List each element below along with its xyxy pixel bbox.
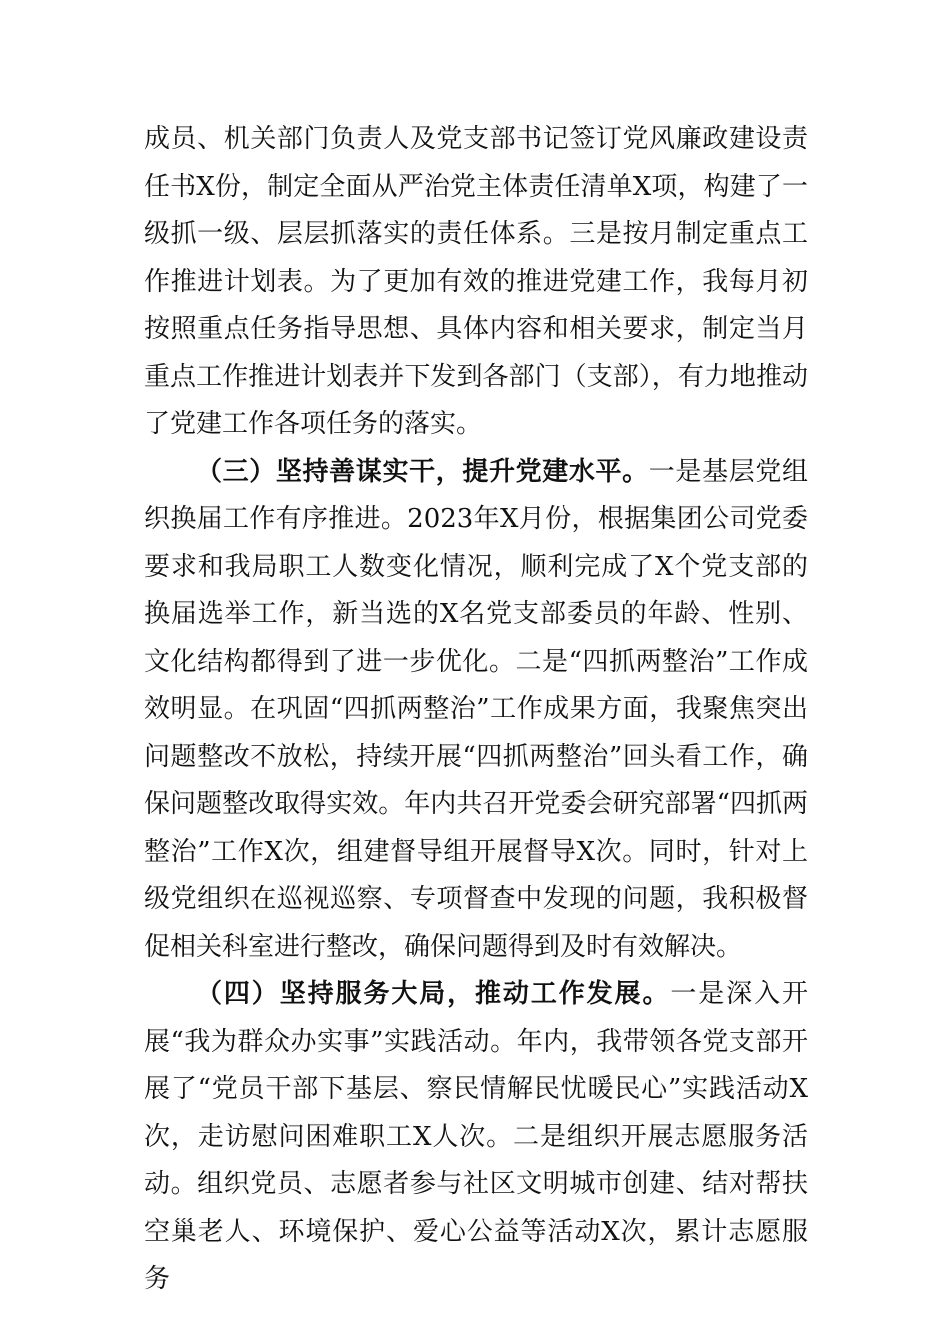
paragraph-text: 一是深入开展“我为群众办实事”实践活动。年内，我带领各党支部开展了“党员干部下基层、察民情解民忧暖民心”实践活动X次，走访慰问困难职工X人次。二是组织开展志愿服务活动。组织党员、志愿者参与社区文明城市创建、结对帮扶空巢老人、环境保护、爱心公益等活动X次，累计志愿服务: [144, 979, 808, 1294]
paragraph-section-three: [144, 449, 808, 972]
paragraph-section-four: [144, 971, 808, 1304]
paragraph-text: 一是基层党组织换届工作有序推进。2023年X月份，根据集团公司党委要求和我局职工人数变化情况，顺利完成了X个党支部的换届选举工作，新当选的X名党支部委员的年龄、性别、文化结构都得到了进一步优化。二是“四抓两整治”工作成效明显。在巩固“四抓两整治”工作成果方面，我聚焦突出问题整改不放松，持续开展“四抓两整治”回头看工作，确保问题整改取得实效。年内共召开党委会研究部署“四抓两整治”工作X次，组建督导组开展督导X次。同时，针对上级党组织在巡视巡察、专项督查中发现的问题，我积极督促相关科室进行整改，确保问题得到及时有效解决。: [144, 456, 808, 962]
section-heading: （四）坚持服务大局，推动工作发展。: [196, 979, 671, 1009]
document-body: [144, 116, 808, 1304]
paragraph-text: 成员、机关部门负责人及党支部书记签订党风廉政建设责任书X份，制定全面从严治党主体责任清单X项，构建了一级抓一级、层层抓落实的责任体系。三是按月制定重点工作推进计划表。为了更加有效的推进党建工作，我每月初按照重点任务指导思想、具体内容和相关要求，制定当月重点工作推进计划表并下发到各部门（支部），有力地推动了党建工作各项任务的落实。: [144, 124, 808, 439]
paragraph-continuation: [144, 116, 808, 449]
section-heading: （三）坚持善谋实干，提升党建水平。: [196, 456, 649, 487]
